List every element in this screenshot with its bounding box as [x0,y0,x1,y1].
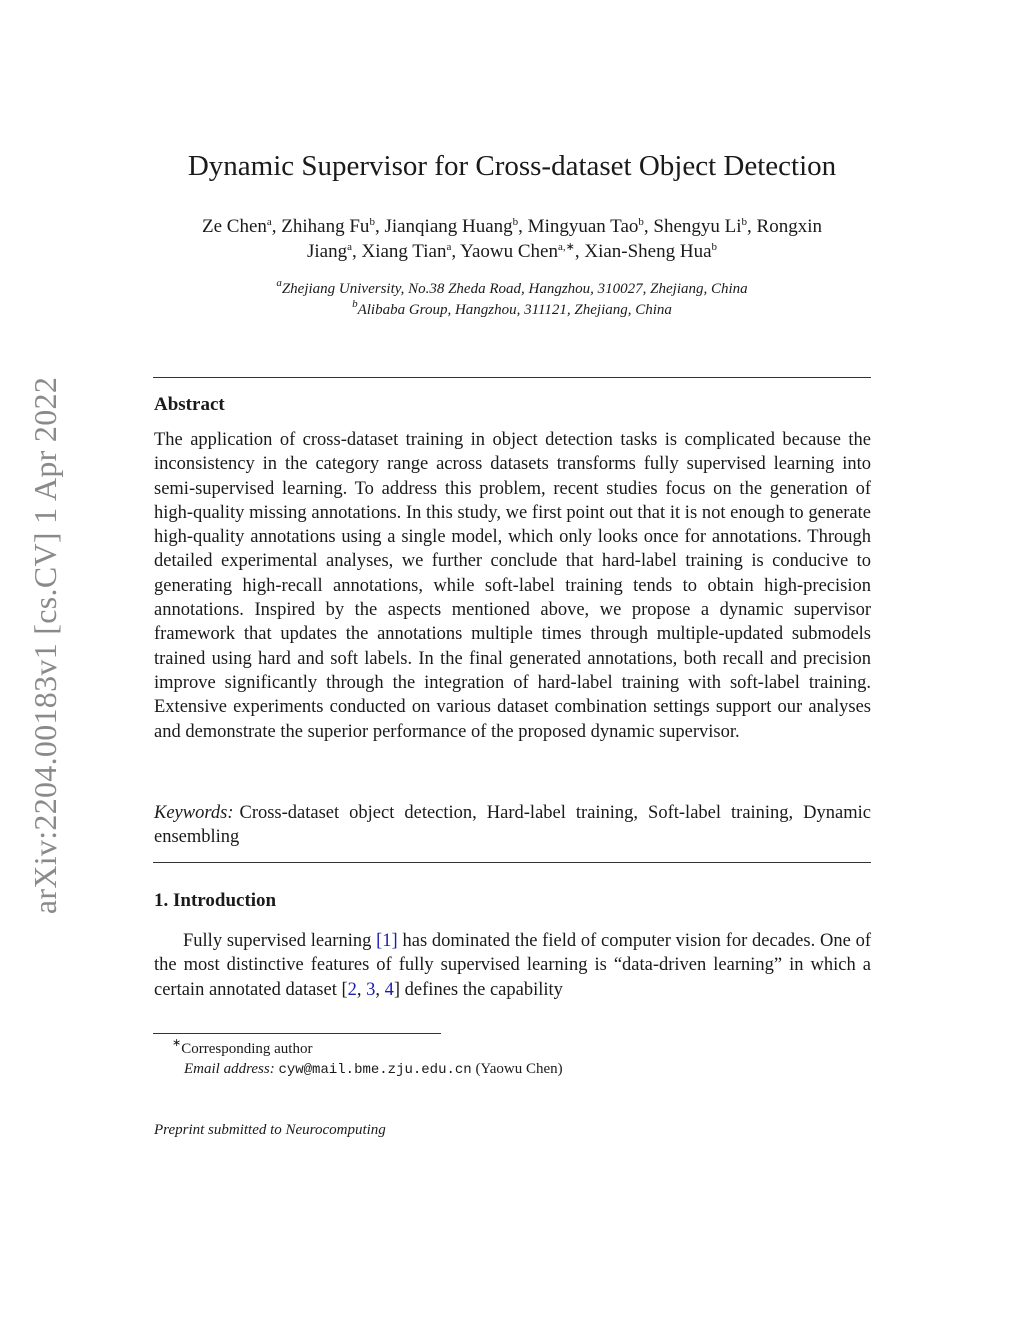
author-name: Yaowu Chen [460,241,558,262]
footnote-corresponding [172,1039,872,1059]
author-line-2: Jiang$^a$, Xiang Tian$^a$, Yaowu Chen$^{a,∗}$, Xian-Sheng Hua$^b$ [306,241,718,262]
section-heading-introduction: 1. Introduction [154,890,277,911]
email-address-link[interactable]: cyw@mail.bme.zju.edu.cn [278,1062,472,1078]
abstract-bottom-rule [153,862,871,863]
keywords-text: Cross-dataset object detection, Hard-label training, Soft-label training, Dynamic ensembling [154,803,871,848]
arxiv-id-text: arXiv:2204.00183v1 [cs.CV] 1 Apr 2022 [27,376,64,914]
affiliation-a [150,279,874,300]
affiliation-a-text: Zhejiang University, No.38 Zheda Road, Hangzhou, 310027, Zhejiang, China [281,281,748,297]
arxiv-identifier [20,360,72,930]
abstract-top-rule [153,377,871,378]
author-list [150,214,874,264]
author-name: Zhihang Fu [281,216,370,237]
affiliation-a-mark: a [276,277,282,289]
author-name: Jianqiang Huang [384,216,513,237]
affiliations [150,279,874,321]
author-affiliation-mark: a,∗ [558,241,575,253]
keywords [154,801,871,850]
keywords-label: Keywords: [154,803,234,823]
author-name: Xiang Tian [361,241,447,262]
author-name: Ze Chen [202,216,267,237]
author-affiliation-mark: a [347,241,352,253]
paper-title: Dynamic Supervisor for Cross-dataset Object Detection [187,150,837,182]
intro-comma-2: , [375,979,385,1000]
affiliation-b [150,300,874,321]
email-owner: (Yaowu Chen) [475,1061,563,1077]
abstract-text: The application of cross-dataset training in object detection tasks is complicated because the inconsistency in the category range across datasets transforms fully supervised learning into semi-supervised learning. To address this problem, recent studies focus on the generation of high-quality missing annotations. In this study, we first point out that it is not enough to generate high-quality annotations using a single model, which only looks once for annotations. Through detailed experimental analyses, we further conclude that hard-label training is conducive to generating high-recall annotations, while soft-label training tends to obtain high-precision annotations. Inspired by the aspects mentioned above, we propose a dynamic supervisor framework that updates the annotations multiple times through multiple-updated submodels trained using hard and soft labels. In the final generated annotations, both recall and precision improve significantly through the integration of hard-label training with soft-label training. Extensive experiments conducted on various dataset combination settings support our analyses and demonstrate the superior performance of the proposed dynamic supervisor. [154,430,871,742]
author-affiliation-mark: a [446,241,452,253]
citation-1[interactable]: [1] [376,931,398,951]
intro-text-2: has dominated the field of computer vision for decades. One of the most distinctive features of fully supervised learning is “data-driven learning” in which a certain annotated dataset [ [154,931,871,1000]
author-affiliation-mark: b [369,216,375,228]
intro-text-3: ] defines the capability [393,979,563,1000]
author-affiliation-mark: b [638,216,644,228]
author-line-1: Ze Chen$^a$, Zhihang Fu$^b$, Jianqiang Huang$^b$, Mingyuan Tao$^b$, Shengyu Li$^b$, Rongxin [202,216,822,237]
author-name: Mingyuan Tao [527,216,639,237]
footnotes [172,1039,872,1080]
footnote-email [172,1059,872,1080]
author-affiliation-mark: b [711,241,718,253]
citation-3[interactable]: 3 [366,979,376,1000]
abstract-heading: Abstract [154,394,225,415]
author-affiliation-mark: b [741,216,748,228]
author-name: Jiang [306,241,348,262]
citation-4[interactable]: 4 [384,979,394,1000]
footnote-rule [153,1033,441,1034]
citation-2[interactable]: 2 [347,979,357,1000]
author-name: Rongxin [756,216,822,237]
email-label: Email address: [184,1061,275,1077]
affiliation-b-mark: b [352,298,358,310]
preprint-footer: Preprint submitted to Neurocomputing [154,1122,386,1138]
intro-comma-1: , [356,979,367,1000]
intro-text-1: Fully supervised learning [183,931,377,951]
footnote-corresponding-text: Corresponding author [181,1041,313,1057]
introduction-paragraph [154,929,871,1002]
footnote-mark: ∗ [172,1037,182,1049]
author-name: Shengyu Li [653,216,742,237]
affiliation-b-text: Alibaba Group, Hangzhou, 311121, Zhejiang, China [357,302,672,318]
author-name: Xian-Sheng Hua [584,241,712,262]
author-affiliation-mark: b [512,216,519,228]
author-affiliation-mark: a [266,216,272,228]
